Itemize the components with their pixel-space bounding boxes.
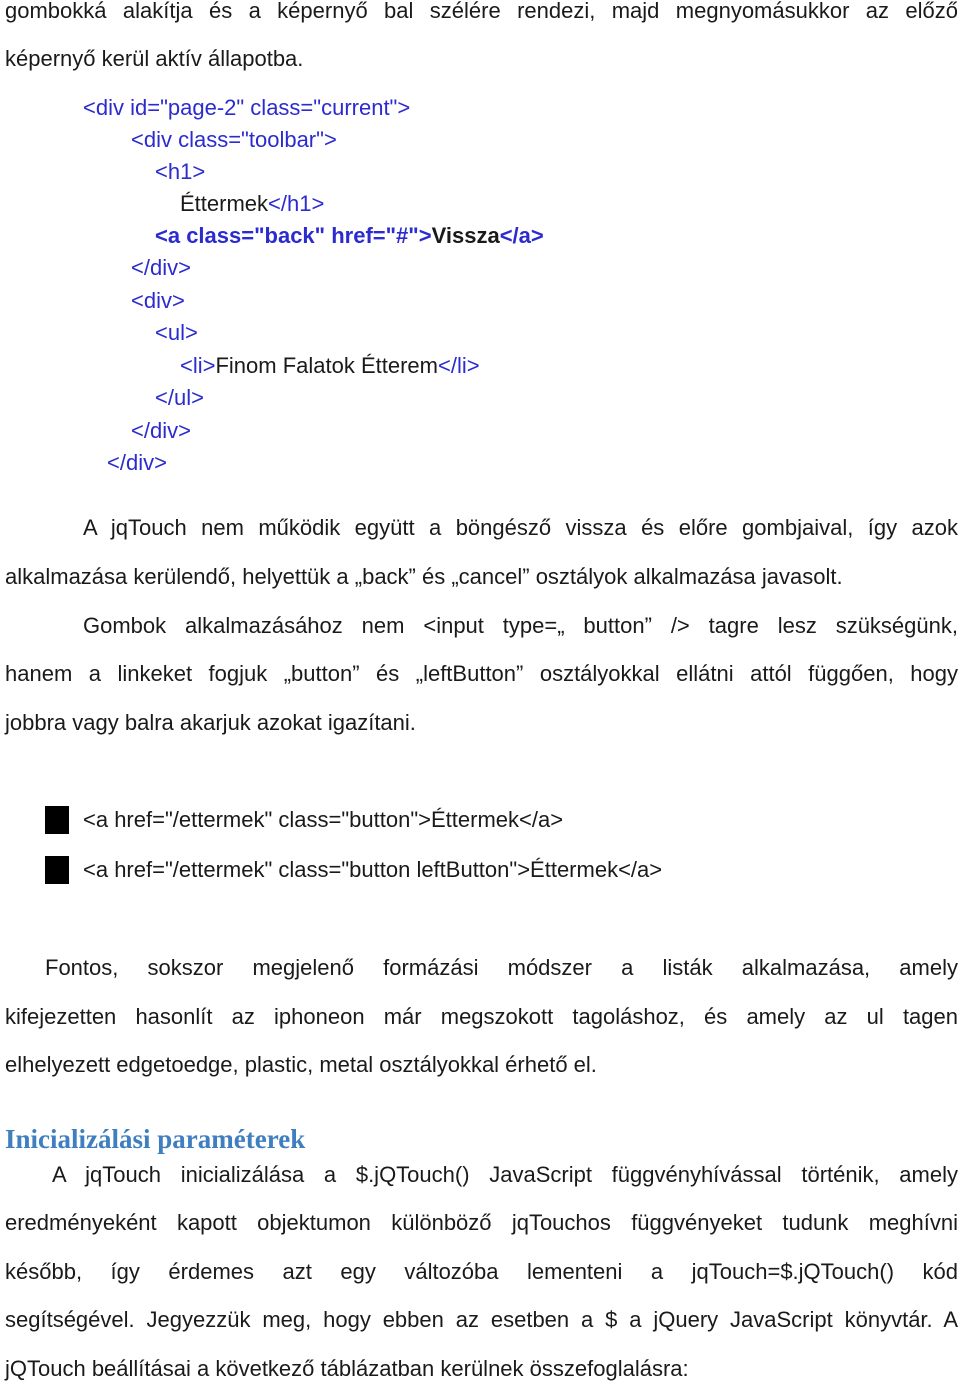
- para4-line-2: eredményeként kapott objektumon különböző jqTouchos függvényeket tudunk meghívni: [5, 1210, 958, 1235]
- para3-line-1: Fontos, sokszor megjelenő formázási módszer a listák alkalmazása, amely: [45, 955, 958, 980]
- para2-line-2: hanem a linkeket fogjuk „button” és „leftButton” osztályokkal ellátni attól függően, hogy: [5, 661, 958, 686]
- para4-line-5: jQTouch beállításai a következő táblázatban kerülnek összefoglalásra:: [5, 1356, 689, 1381]
- intro-line-2: képernyő kerül aktív állapotba.: [5, 46, 304, 71]
- para1-line-1: A jqTouch nem működik együtt a böngésző vissza és előre gombjaival, így azok: [83, 515, 958, 540]
- code-line-11: </div>: [131, 418, 191, 443]
- intro-line-1: gombokká alakítja és a képernyő bal szélére rendezi, majd megnyomásukkor az előző: [5, 0, 958, 23]
- para4-line-3: később, így érdemes azt egy változóba lementeni a jqTouch=$.jQTouch() kód: [5, 1259, 958, 1284]
- para2-line-3: jobbra vagy balra akarjuk azokat igazítani.: [5, 710, 416, 735]
- code-line-5: <a class="back" href="#">Vissza</a>: [155, 223, 544, 248]
- code-line-1: <div id="page-2" class="current">: [83, 95, 411, 120]
- para4-line-4: segítségével. Jegyezzük meg, hogy ebben az esetben a $ a jQuery JavaScript könyvtár. A: [5, 1307, 958, 1332]
- para1-line-2: alkalmazása kerülendő, helyettük a „back” és „cancel” osztályok alkalmazása javasolt.: [5, 564, 843, 589]
- code-line-3: <h1>: [155, 159, 206, 184]
- section-heading: Inicializálási paraméterek: [5, 1124, 306, 1154]
- para3-line-3: elhelyezett edgetoedge, plastic, metal osztályokkal érhető el.: [5, 1052, 597, 1077]
- code-line-10: </ul>: [155, 385, 204, 410]
- para2-line-1: Gombok alkalmazásához nem <input type=„ button” /> tagre lesz szükségünk,: [83, 613, 958, 638]
- bullet-item-2: <a href="/ettermek" class="button leftButton">Éttermek</a>: [83, 857, 663, 882]
- bullet-marker-2: [45, 856, 69, 884]
- para4-line-1: A jqTouch inicializálása a $.jQTouch() JavaScript függvényhívással történik, amely: [52, 1162, 958, 1187]
- code-line-9: <li>Finom Falatok Étterem</li>: [180, 353, 480, 378]
- code-line-7: <div>: [131, 288, 185, 313]
- code-line-8: <ul>: [155, 320, 198, 345]
- code-line-4: Éttermek</h1>: [180, 191, 325, 216]
- para3-line-2: kifejezetten hasonlít az iphoneon már megszokott tagoláshoz, és amely az ul tagen: [5, 1004, 958, 1029]
- bullet-marker-1: [45, 806, 69, 834]
- bullet-item-1: <a href="/ettermek" class="button">Éttermek</a>: [83, 807, 564, 832]
- code-line-12: </div>: [107, 450, 167, 475]
- code-line-6: </div>: [131, 255, 191, 280]
- code-line-2: <div class="toolbar">: [131, 127, 337, 152]
